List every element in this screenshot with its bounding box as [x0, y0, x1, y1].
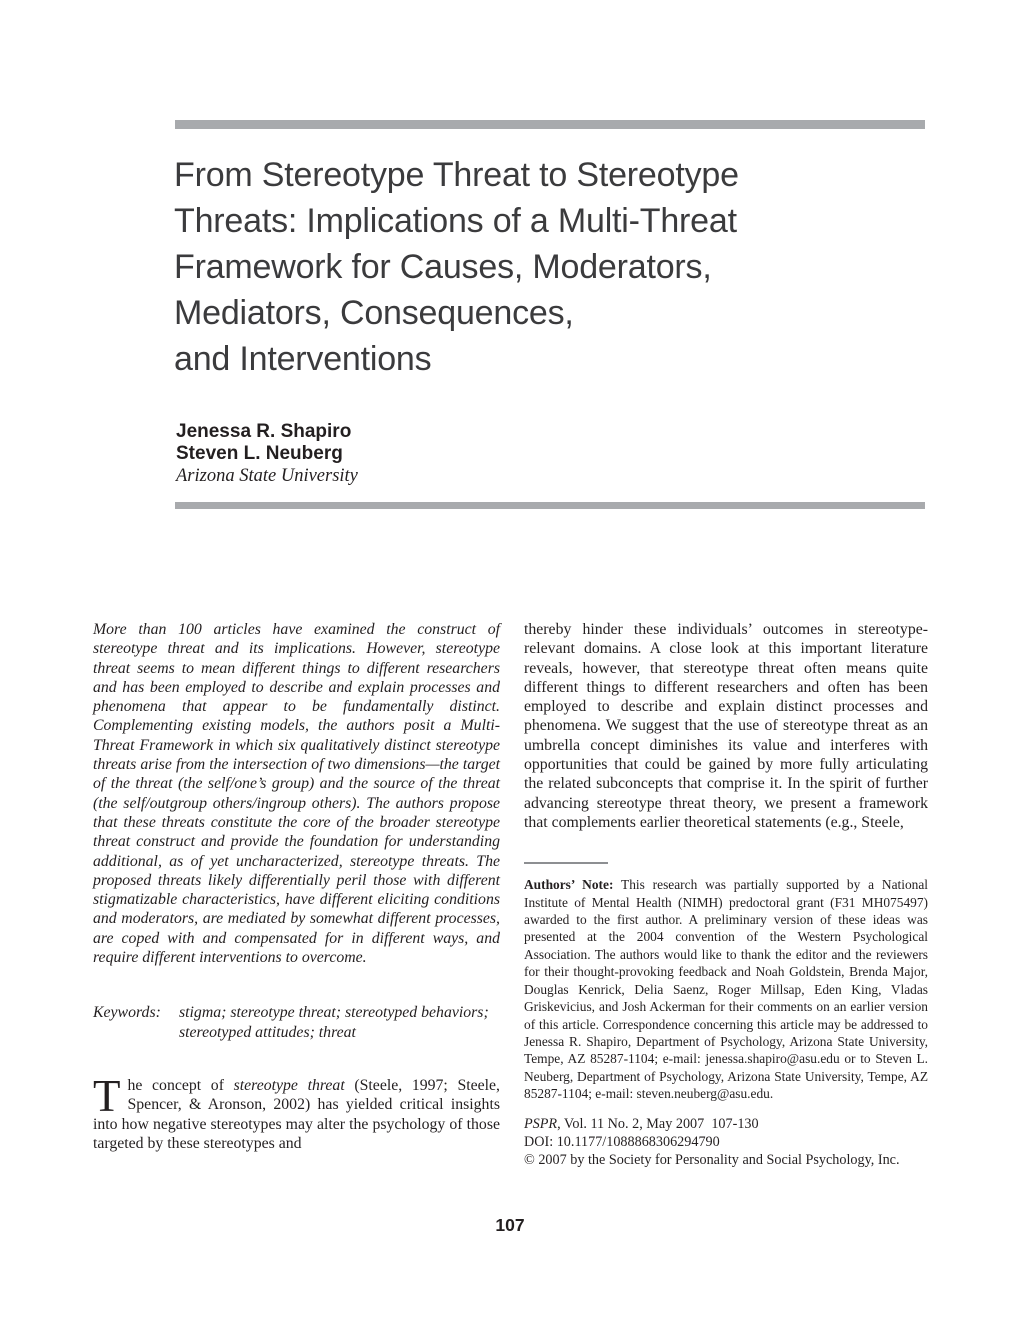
keywords-label: Keywords:: [93, 1004, 161, 1022]
authors-note: [524, 876, 928, 1102]
author-name: Jenessa R. Shapiro: [176, 421, 352, 442]
author-name: Steven L. Neuberg: [176, 443, 343, 464]
right-column: [524, 620, 928, 1169]
citation-block: [524, 1115, 928, 1169]
keywords-block: [93, 1003, 500, 1042]
title-line: Framework for Causes, Moderators,: [174, 248, 712, 286]
authors-note-text: This research was partially supported by a National Institute of Mental Health (NIMH) predoctoral grant (F31 MH075497) awarded to the first author. A preliminary version of these ideas was presented at the 2004 convention of the Western Psychological Association. The authors would like to thank the editor and the reviewers for their thought-provoking feedback and Noah Goldstein, Brenda Major, Douglas Kenrick, Delia Saenz, Roger Millsap, Eden King, Vladas Griskevicius, and Josh Ackerman for their comments on an earlier version of this article. Correspondence concerning this article may be addressed to Jenessa R. Shapiro, Department of Psychology, Arizona State University, Tempe, AZ 85287-1104; e-mail: jenessa.shapiro@asu.edu or to Steven L. Neuberg, Department of Psychology, Arizona State University, Tempe, AZ 85287-1104; e-mail: steven.neuberg@asu.edu.: [524, 877, 929, 1102]
citation-journal: PSPR: [524, 1115, 558, 1132]
citation-issue: , Vol. 11 No. 2, May 2007 107-130: [557, 1115, 759, 1132]
intro-italic-phrase: stereotype threat: [233, 1076, 345, 1094]
drop-cap: T: [93, 1070, 121, 1121]
keywords-text: stigma; stereotype threat; stereotyped behaviors; stereotyped attitudes; threat: [179, 1004, 489, 1041]
intro-paragraph: [93, 1070, 500, 1153]
title-line: From Stereotype Threat to Stereotype: [174, 156, 739, 194]
intro-text-pre: he concept of: [127, 1076, 234, 1094]
page-number: 107: [495, 1215, 525, 1235]
left-column: [93, 620, 500, 1153]
citation-issue-line: [524, 1115, 928, 1133]
title-line: Threats: Implications of a Multi-Threat: [174, 202, 737, 240]
author-affiliation: Arizona State University: [176, 466, 358, 486]
body-paragraph: thereby hinder these individuals’ outcomes in stereotype-relevant domains. A close look at this important literature reveals, however, that stereotype threat often means quite different things to different researchers and often has been employed to describe and explain distinct processes and phenomena. We suggest that the use of stereotype threat as an umbrella concept diminishes its value and interferes with opportunities that could be gained by more fully articulating the related subconcepts that comprise it. In the spirit of further advancing stereotype threat theory, we present a framework that complements earlier theoretical statements (e.g., Steele,: [524, 621, 928, 831]
footnote-rule: [524, 862, 608, 864]
author-block: [176, 421, 358, 487]
top-rule: [175, 120, 925, 129]
citation-doi: DOI: 10.1177/1088868306294790: [524, 1133, 720, 1150]
title-line: and Interventions: [174, 340, 432, 378]
abstract-paragraph: More than 100 articles have examined the construct of stereotype threat and its implications. However, stereotype threat seems to mean different things to different researchers and has been employed to describe and explain processes and phenomena that appear to be fundamentally distinct. Complementing existing models, the authors posit a Multi-Threat Framework in which six qualitatively distinct stereotype threats arise from the intersection of two dimensions—the target of the threat (the self/one’s group) and the source of the threat (the self/outgroup others/ingroup others). The authors propose that these threats constitute the core of the broader stereotype threat construct and provide the foundation for understanding additional, as of yet uncharacterized, stereotype threats. The proposed threats likely differentially peril those with different stigmatizable characteristics, have different eliciting conditions and moderators, are mediated by somewhat different processes, are coped with and compensated for in different ways, and require different interventions to overcome.: [93, 621, 500, 967]
authors-note-label: Authors’ Note:: [524, 877, 614, 893]
intro-text-post: (Steele, 1997; Steele, Spencer, & Aronson, 2002) has yielded critical insights into how negative stereotypes may alter the psychology of those targeted by these stereotypes and: [93, 1076, 500, 1152]
article-title: [174, 152, 914, 382]
title-line: Mediators, Consequences,: [174, 294, 574, 332]
bottom-rule: [175, 502, 925, 509]
citation-copyright: © 2007 by the Society for Personality and Social Psychology, Inc.: [524, 1151, 900, 1168]
